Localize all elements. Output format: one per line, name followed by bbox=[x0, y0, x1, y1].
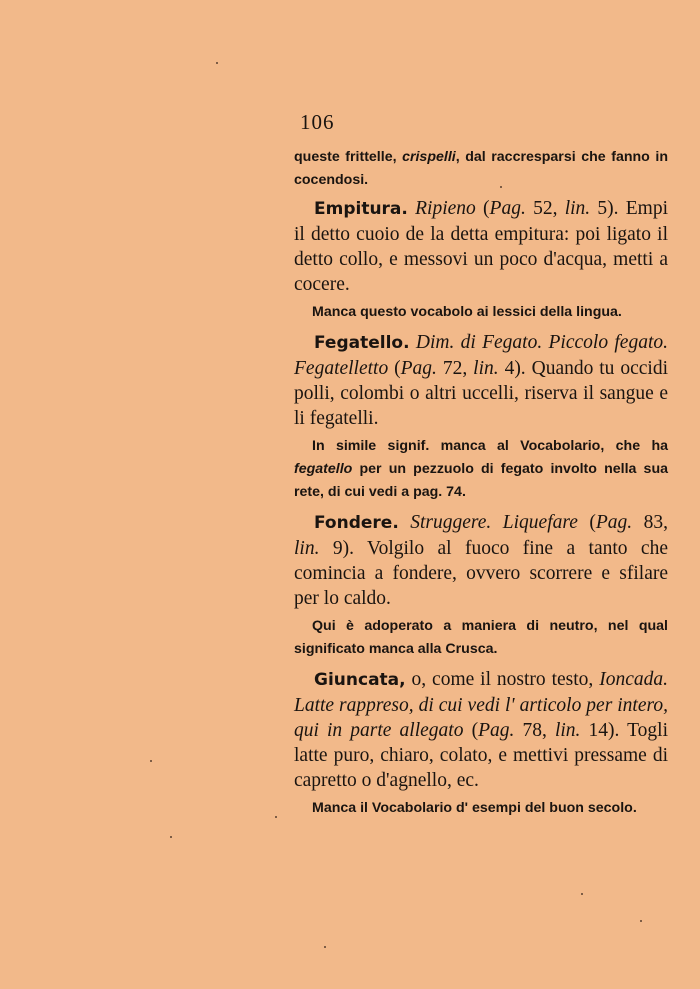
text-run bbox=[399, 512, 410, 533]
note-fondere bbox=[294, 615, 668, 661]
text-run: In simile signif. manca al Vocabolario, che ha bbox=[312, 438, 668, 454]
text-run-italic: lin. bbox=[294, 538, 320, 559]
note-giuncata bbox=[294, 797, 668, 820]
text-run-italic: Struggere. Liquefare bbox=[410, 512, 578, 533]
text-run: 5). Empi il detto cuoio de la detta empitura: poi ligato il detto collo, e messovi un poco d'acqua, metti a cocere. bbox=[294, 198, 669, 295]
text-run: queste frittelle, bbox=[294, 149, 403, 165]
text-run: per un pezzuolo di fegato involto nella sua rete, di cui vedi a pag. 74. bbox=[294, 461, 668, 500]
text-run: ( bbox=[463, 720, 479, 741]
text-run-italic: lin. bbox=[564, 198, 591, 219]
text-run: ( bbox=[475, 198, 490, 219]
entry-giuncata bbox=[294, 667, 668, 793]
text-run-italic: crispelli bbox=[402, 149, 456, 165]
text-run: 14). Togli latte puro, chiaro, colato, e mettivi pressame di capretto o d'agnello, ec. bbox=[294, 720, 669, 791]
text-run-italic: Pag. bbox=[595, 512, 633, 533]
headword: Giuncata, bbox=[314, 670, 406, 690]
entry-fegatello bbox=[294, 330, 668, 431]
text-run: 4). Quando tu occidi polli, colombi o altri uccelli, riserva il sangue e li fegatelli. bbox=[294, 358, 669, 429]
text-run-italic: lin. bbox=[473, 358, 499, 379]
text-run-italic: Pag. bbox=[478, 720, 515, 741]
text-run: ( bbox=[388, 358, 401, 379]
page-number: 106 bbox=[300, 110, 335, 134]
text-run-italic: Pag. bbox=[400, 358, 437, 379]
scan-speck bbox=[275, 816, 277, 818]
scan-speck bbox=[500, 186, 502, 188]
scan-speck bbox=[170, 836, 172, 838]
text-run: 83, bbox=[632, 512, 668, 533]
text-run: o, come il nostro testo, bbox=[405, 669, 600, 690]
text-run: 78, bbox=[514, 720, 555, 741]
entry-fondere bbox=[294, 510, 668, 611]
text-run: Manca il Vocabolario d' esempi del buon secolo. bbox=[312, 800, 637, 816]
text-run: 52, bbox=[525, 198, 565, 219]
text-run: , dal raccresparsi che fanno in cocendosi. bbox=[294, 149, 668, 188]
text-run: 72, bbox=[436, 358, 474, 379]
note-empitura bbox=[294, 301, 668, 324]
scan-speck bbox=[324, 946, 326, 948]
scan-speck bbox=[150, 760, 152, 762]
text-run-italic: Pag. bbox=[489, 198, 526, 219]
text-run: 9). Volgilo al fuoco fine a tanto che comincia a fondere, ovvero scorrere e sfilare per lo caldo. bbox=[294, 538, 668, 609]
text-column bbox=[294, 146, 668, 820]
headword: Fondere. bbox=[314, 513, 399, 533]
text-run-italic: Ioncada. Latte rappreso, di cui vedi l' articolo per intero, qui in parte allegato bbox=[294, 669, 668, 741]
scan-speck bbox=[581, 893, 583, 895]
text-run-italic: Dim. di Fegato. Piccolo fegato. Fegatelletto bbox=[294, 332, 668, 379]
headword: Fegatello. bbox=[314, 333, 410, 353]
note-fegatello bbox=[294, 435, 668, 504]
text-run-italic: lin. bbox=[554, 720, 581, 741]
text-run-italic: fegatello bbox=[294, 461, 353, 477]
note-continuation bbox=[294, 146, 668, 192]
text-run: Manca questo vocabolo ai lessici della lingua. bbox=[312, 304, 622, 320]
scan-speck bbox=[640, 920, 642, 922]
scan-speck bbox=[216, 62, 218, 64]
text-run-italic: Ripieno bbox=[415, 198, 476, 219]
text-run: Qui è adoperato a maniera di neutro, nel qual significato manca alla Crusca. bbox=[294, 618, 668, 657]
entry-empitura bbox=[294, 196, 668, 297]
headword: Empitura. bbox=[314, 199, 408, 219]
text-run: ( bbox=[577, 512, 596, 533]
